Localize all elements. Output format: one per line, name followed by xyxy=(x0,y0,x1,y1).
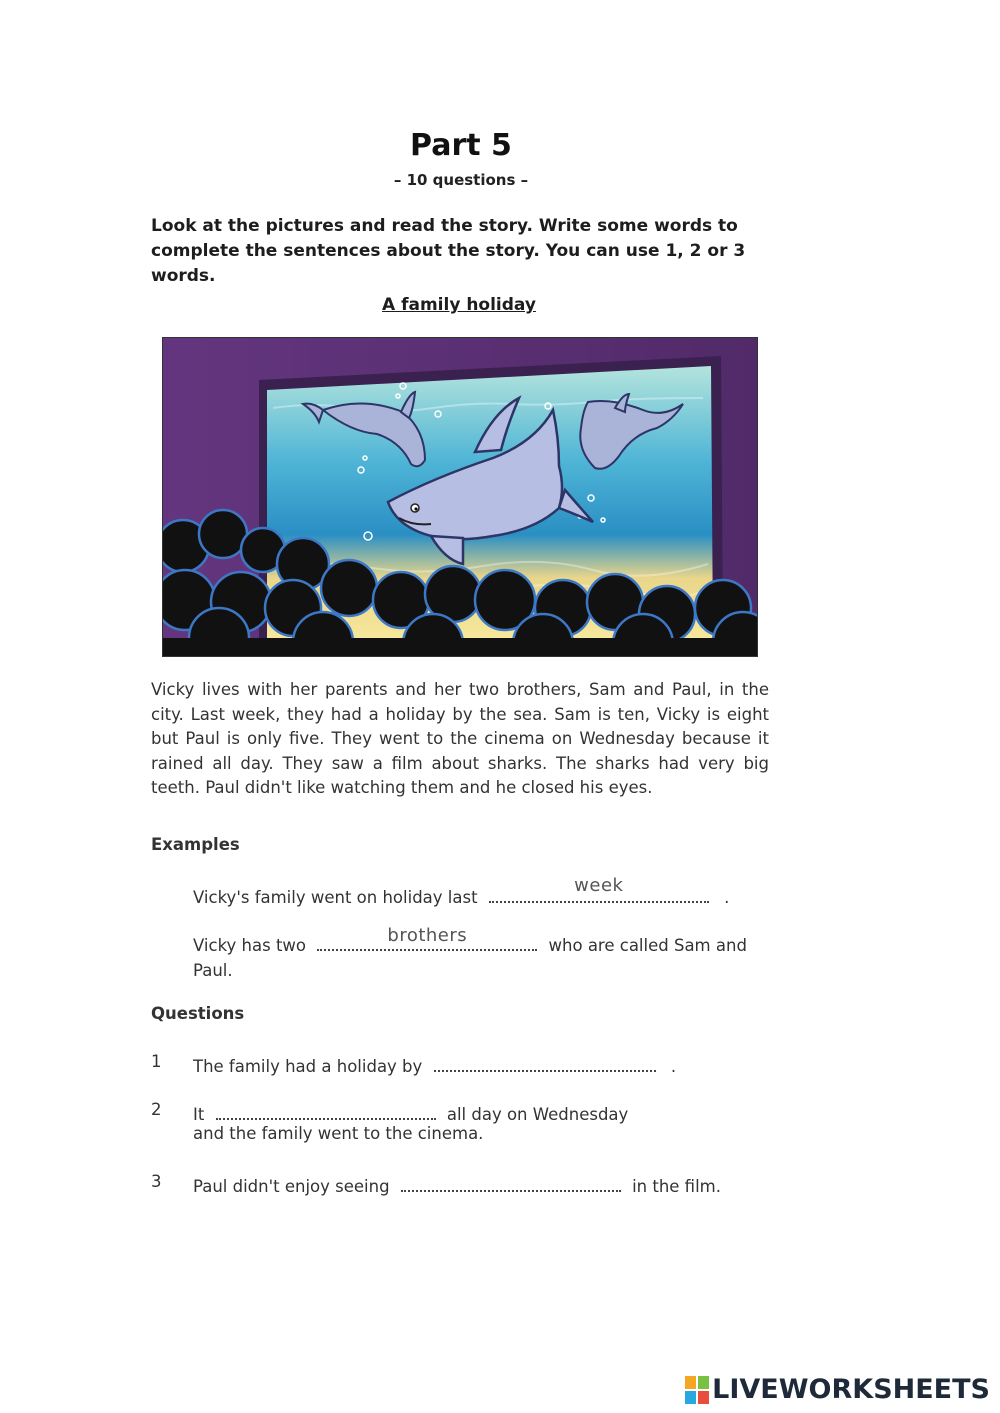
question-1 xyxy=(193,1052,676,1076)
example-2 xyxy=(193,925,753,983)
example-2-text: Vicky has two xyxy=(193,936,307,955)
question-3-number: 3 xyxy=(151,1172,162,1191)
question-2-line2: and the family went to the cinema. xyxy=(193,1124,484,1143)
instructions: Look at the pictures and read the story. Write some words to complete the sentences about the story. You can use 1, 2 or 3 words. xyxy=(151,216,746,286)
page-title: Part 5 xyxy=(410,128,512,163)
question-1-answer-field[interactable] xyxy=(434,1052,656,1072)
page-subtitle: – 10 questions – xyxy=(393,171,529,189)
example-1-answer-line xyxy=(489,875,709,903)
liveworksheets-logo-icon xyxy=(685,1376,709,1404)
example-1-text: Vicky's family went on holiday last xyxy=(193,888,478,907)
question-1-text: The family had a holiday by xyxy=(193,1057,423,1076)
examples-heading: Examples xyxy=(151,835,240,854)
cinema-shark-illustration xyxy=(162,337,758,657)
question-2-answer-field[interactable] xyxy=(216,1100,436,1120)
story-title: A family holiday xyxy=(382,295,536,315)
question-2-end: all day on Wednesday xyxy=(446,1105,629,1124)
liveworksheets-logo xyxy=(685,1374,990,1405)
question-3-end: in the film. xyxy=(632,1177,721,1196)
example-2-end: who are called Sam and Paul. xyxy=(193,936,747,980)
story-text: Vicky lives with her parents and her two brothers, Sam and Paul, in the city. Last week, they had a holiday by the sea. Sam is ten, Vicky is eight but Paul is only five. They went to the cinema on Wednesday because it rained all day. They saw a film about sharks. The sharks had very big teeth. Paul didn't like watching them and he closed his eyes. xyxy=(151,680,769,797)
example-1 xyxy=(193,875,730,907)
example-1-answer: week xyxy=(574,875,624,896)
question-3 xyxy=(193,1172,721,1196)
example-1-end: . xyxy=(724,888,730,907)
question-2-text: It xyxy=(193,1105,205,1124)
liveworksheets-logo-text: LIVEWORKSHEETS xyxy=(712,1374,990,1405)
questions-heading: Questions xyxy=(151,1004,245,1023)
question-3-answer-field[interactable] xyxy=(401,1172,621,1192)
question-3-text: Paul didn't enjoy seeing xyxy=(193,1177,390,1196)
example-2-answer: brothers xyxy=(387,925,468,946)
question-2-number: 2 xyxy=(151,1100,162,1119)
question-1-number: 1 xyxy=(151,1052,162,1071)
example-2-answer-line xyxy=(317,925,537,951)
question-2 xyxy=(193,1100,628,1124)
question-1-end: . xyxy=(670,1057,677,1076)
